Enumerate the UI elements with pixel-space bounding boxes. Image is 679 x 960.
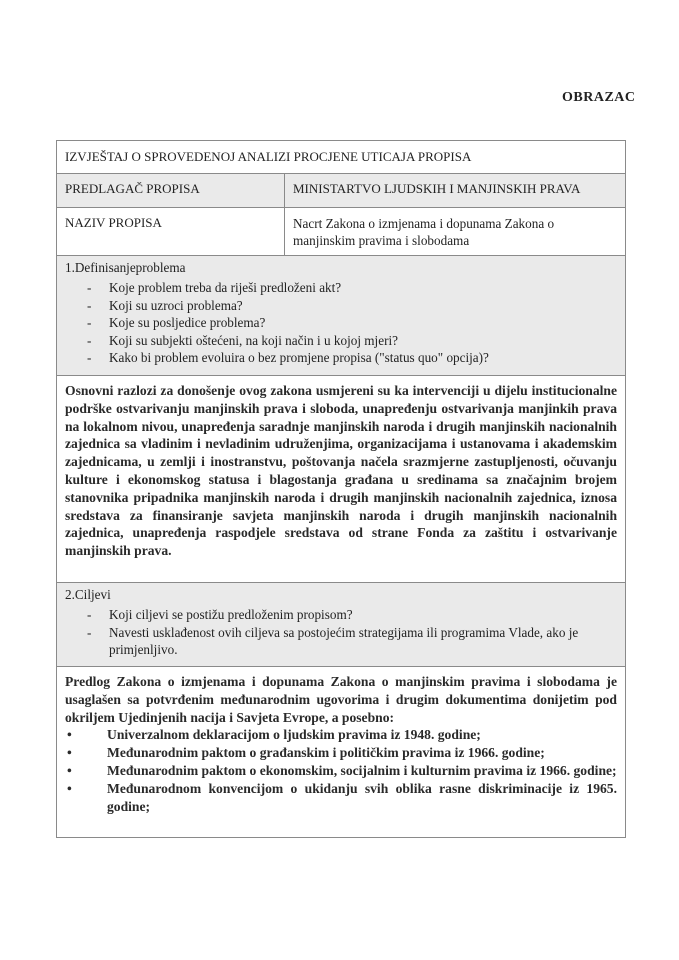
section-1-title: 1.Definisanjeproblema xyxy=(65,260,186,275)
form-title: IZVJEŠTAJ O SPROVEDENOJ ANALIZI PROCJENE UTICAJA PROPISA xyxy=(57,141,625,174)
section-goals xyxy=(57,583,625,667)
form-code-label: OBRAZAC xyxy=(562,90,636,105)
section-problem-definition xyxy=(57,256,625,376)
treaty-item xyxy=(65,726,617,744)
report-form xyxy=(56,140,626,838)
section-1-answer: Osnovni razlozi za donošenje ovog zakona usmjereni su ka intervenciji u dijelu institucionalne podrške ostvarivanju manjinskih prava i sloboda, unapređenju ostvarivanja manjinkih prava na lokalnom nivou, unapređenja saradnje manjinskih naroda i drugih manjinskih nacionalnih zajednica sa vladinim i nevladinim udruženjima, organizacijama i ustanovama i akademskim zajednicama, u zemlji i inostranstvu, poštovanja načela srazmjerne zastupljenosti, očuvanju kulture i ekonomskog statusa i blagostanja građana u sredinama sa značajnim brojem stanovnika pripadnika manjinskih naroda i drugih manjinskih nacionalnih zajednica, iznosa sredstava za finansiranje savjeta manjinskih naroda i drugih manjinskih nacionalnih zajednica, unapređenja raspodjele sredstava od strane Fonda za zaštitu i ostvarivanje manjinskih prava. xyxy=(57,376,625,583)
section-2-answer-intro: Predlog Zakona o izmjenama i dopunama Zakona o manjinskim pravima i slobodama je usaglašen sa potvrđenim međunarodnim ugovorima i drugim dokumentima donijetim pod okriljem Ujedinjenih nacija i Savjeta Evrope, a posebno: xyxy=(65,674,617,725)
proposer-label: PREDLAGAČ PROPISA xyxy=(57,174,285,207)
treaty-list xyxy=(65,726,617,815)
question-item: - Koji su subjekti oštećeni, na koji način i u kojoj mjeri? xyxy=(87,332,617,350)
question-item: - Koji su uzroci problema? xyxy=(87,297,617,315)
treaty-text: Međunarodnom konvencijom o ukidanju svih oblika rasne diskriminacije iz 1965. godine; xyxy=(107,780,617,814)
question-item: - Koje su posljedice problema? xyxy=(87,314,617,332)
question-item: - Koji ciljevi se postižu predloženim propisom? xyxy=(87,606,617,624)
question-item: - Navesti usklađenost ovih ciljeva sa postojećim strategijama ili programima Vlade, ako je primjenljivo. xyxy=(87,624,617,659)
bullet-glyph: • xyxy=(67,762,72,778)
bullet-glyph: • xyxy=(67,780,72,796)
section-2-title: 2.Ciljevi xyxy=(65,587,111,602)
bullet-glyph: • xyxy=(67,727,72,743)
bullet-glyph: • xyxy=(67,745,72,761)
proposer-row xyxy=(57,174,625,208)
question-item: - Kako bi problem evoluira o bez promjene propisa ("status quo" opcija)? xyxy=(87,349,617,367)
treaty-item xyxy=(65,780,617,816)
section-2-questions xyxy=(65,606,617,659)
regulation-name-label: NAZIV PROPISA xyxy=(57,208,285,255)
question-item: - Koje problem treba da riješi predloženi akt? xyxy=(87,279,617,297)
treaty-item xyxy=(65,762,617,780)
proposer-value: MINISTARTVO LJUDSKIH I MANJINSKIH PRAVA xyxy=(293,181,581,196)
treaty-text: Univerzalnom deklaracijom o ljudskim pravima iz 1948. godine; xyxy=(107,727,481,743)
treaty-text: Međunarodnim paktom o građanskim i političkim pravima iz 1966. godine; xyxy=(107,745,545,761)
treaty-text: Međunarodnim paktom o ekonomskim, socijalnim i kulturnim pravima iz 1966. godine; xyxy=(107,762,617,778)
regulation-name-value: Nacrt Zakona o izmjenama i dopunama Zakona o manjinskim pravima i slobodama xyxy=(293,216,555,248)
treaty-item xyxy=(65,744,617,762)
regulation-name-row xyxy=(57,208,625,256)
section-2-answer xyxy=(57,667,625,837)
section-1-questions xyxy=(65,279,617,367)
